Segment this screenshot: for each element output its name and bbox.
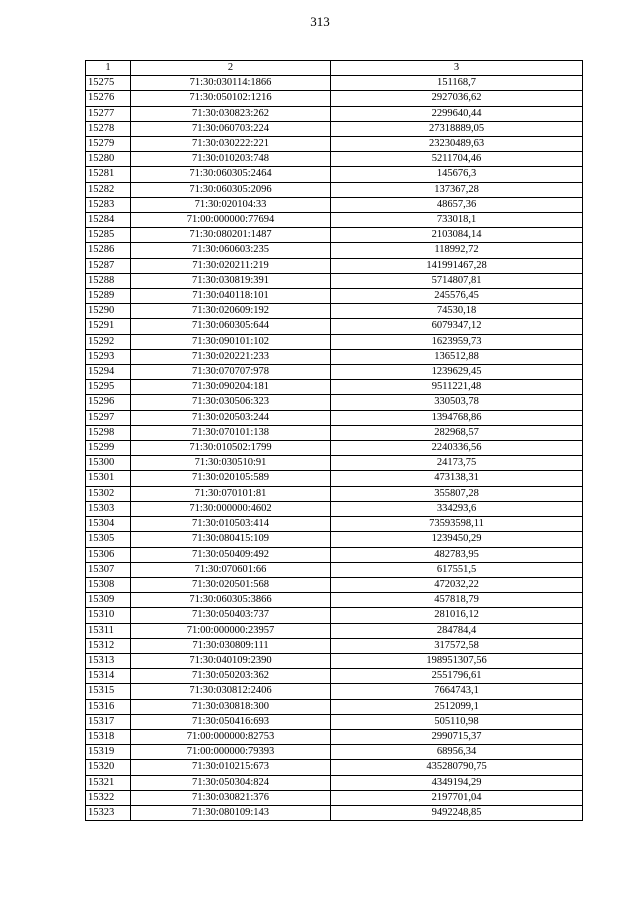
cadastral-number: 71:30:050304:824 <box>131 775 331 790</box>
table-row <box>86 638 583 653</box>
cadastral-value: 118992,72 <box>331 243 583 258</box>
cadastral-value: 505110,98 <box>331 714 583 729</box>
column-header-3: 3 <box>331 61 583 76</box>
table-row <box>86 593 583 608</box>
row-number: 15292 <box>86 334 131 349</box>
table-row <box>86 243 583 258</box>
cadastral-value: 457818,79 <box>331 593 583 608</box>
cadastral-number: 71:30:030222:221 <box>131 137 331 152</box>
row-number: 15287 <box>86 258 131 273</box>
cadastral-value: 23230489,63 <box>331 137 583 152</box>
row-number: 15317 <box>86 714 131 729</box>
row-number: 15310 <box>86 608 131 623</box>
cadastral-number: 71:00:000000:23957 <box>131 623 331 638</box>
cadastral-value: 68956,34 <box>331 745 583 760</box>
cadastral-number: 71:30:050403:737 <box>131 608 331 623</box>
row-number: 15305 <box>86 532 131 547</box>
cadastral-value: 281016,12 <box>331 608 583 623</box>
row-number: 15313 <box>86 653 131 668</box>
table-row <box>86 380 583 395</box>
row-number: 15314 <box>86 669 131 684</box>
cadastral-number: 71:30:040118:101 <box>131 289 331 304</box>
cadastral-value: 2512099,1 <box>331 699 583 714</box>
table-row <box>86 395 583 410</box>
table-row <box>86 106 583 121</box>
cadastral-number: 71:30:070707:978 <box>131 365 331 380</box>
cadastral-number: 71:30:020503:244 <box>131 410 331 425</box>
cadastral-value: 136512,88 <box>331 349 583 364</box>
cadastral-number: 71:30:020105:589 <box>131 471 331 486</box>
row-number: 15302 <box>86 486 131 501</box>
cadastral-number: 71:30:010215:673 <box>131 760 331 775</box>
table-row <box>86 167 583 182</box>
row-number: 15291 <box>86 319 131 334</box>
cadastral-value: 334293,6 <box>331 501 583 516</box>
cadastral-number: 71:30:050409:492 <box>131 547 331 562</box>
cadastral-value: 9511221,48 <box>331 380 583 395</box>
cadastral-value: 245576,45 <box>331 289 583 304</box>
row-number: 15285 <box>86 228 131 243</box>
cadastral-number: 71:30:000000:4602 <box>131 501 331 516</box>
cadastral-value: 73593598,11 <box>331 517 583 532</box>
cadastral-value: 145676,3 <box>331 167 583 182</box>
cadastral-number: 71:30:030821:376 <box>131 790 331 805</box>
table-row <box>86 121 583 136</box>
cadastral-number: 71:30:030818:300 <box>131 699 331 714</box>
row-number: 15318 <box>86 729 131 744</box>
cadastral-number: 71:30:070101:81 <box>131 486 331 501</box>
row-number: 15319 <box>86 745 131 760</box>
cadastral-number: 71:30:030819:391 <box>131 273 331 288</box>
table-row <box>86 410 583 425</box>
table-row <box>86 91 583 106</box>
row-number: 15306 <box>86 547 131 562</box>
row-number: 15293 <box>86 349 131 364</box>
column-header-1: 1 <box>86 61 131 76</box>
cadastral-value: 74530,18 <box>331 304 583 319</box>
row-number: 15320 <box>86 760 131 775</box>
cadastral-value: 27318889,05 <box>331 121 583 136</box>
table-row <box>86 213 583 228</box>
cadastral-number: 71:30:070101:138 <box>131 425 331 440</box>
table-row <box>86 745 583 760</box>
table-row <box>86 547 583 562</box>
table-row <box>86 137 583 152</box>
table-row <box>86 562 583 577</box>
table-row <box>86 684 583 699</box>
table-row <box>86 790 583 805</box>
row-number: 15283 <box>86 197 131 212</box>
row-number: 15290 <box>86 304 131 319</box>
cadastral-number: 71:30:070601:66 <box>131 562 331 577</box>
row-number: 15282 <box>86 182 131 197</box>
cadastral-number: 71:30:090204:181 <box>131 380 331 395</box>
table-row <box>86 577 583 592</box>
row-number: 15301 <box>86 471 131 486</box>
table-row <box>86 289 583 304</box>
cadastral-number: 71:30:030506:323 <box>131 395 331 410</box>
row-number: 15308 <box>86 577 131 592</box>
cadastral-value: 282968,57 <box>331 425 583 440</box>
table-header-row <box>86 61 583 76</box>
cadastral-number: 71:30:090101:102 <box>131 334 331 349</box>
cadastral-value: 733018,1 <box>331 213 583 228</box>
cadastral-number: 71:30:030823:262 <box>131 106 331 121</box>
table-row <box>86 197 583 212</box>
cadastral-value: 284784,4 <box>331 623 583 638</box>
cadastral-number: 71:00:000000:79393 <box>131 745 331 760</box>
cadastral-value: 5211704,46 <box>331 152 583 167</box>
table-row <box>86 471 583 486</box>
row-number: 15315 <box>86 684 131 699</box>
cadastral-value: 2551796,61 <box>331 669 583 684</box>
row-number: 15295 <box>86 380 131 395</box>
cadastral-value: 472032,22 <box>331 577 583 592</box>
table-row <box>86 319 583 334</box>
cadastral-value: 9492248,85 <box>331 805 583 820</box>
row-number: 15278 <box>86 121 131 136</box>
cadastral-number: 71:30:060305:644 <box>131 319 331 334</box>
table-row <box>86 653 583 668</box>
row-number: 15309 <box>86 593 131 608</box>
cadastral-value: 151168,7 <box>331 76 583 91</box>
cadastral-value: 2103084,14 <box>331 228 583 243</box>
row-number: 15304 <box>86 517 131 532</box>
cadastral-value: 435280790,75 <box>331 760 583 775</box>
table-row <box>86 501 583 516</box>
cadastral-value: 617551,5 <box>331 562 583 577</box>
cadastral-value: 141991467,28 <box>331 258 583 273</box>
row-number: 15311 <box>86 623 131 638</box>
table-body <box>86 76 583 821</box>
row-number: 15288 <box>86 273 131 288</box>
table-row <box>86 273 583 288</box>
cadastral-value: 24173,75 <box>331 456 583 471</box>
table-row <box>86 669 583 684</box>
cadastral-number: 71:00:000000:82753 <box>131 729 331 744</box>
table-row <box>86 775 583 790</box>
row-number: 15322 <box>86 790 131 805</box>
cadastral-number: 71:30:080109:143 <box>131 805 331 820</box>
table-row <box>86 729 583 744</box>
table-row <box>86 760 583 775</box>
table-row <box>86 334 583 349</box>
row-number: 15303 <box>86 501 131 516</box>
cadastral-value: 198951307,56 <box>331 653 583 668</box>
cadastral-number: 71:30:020221:233 <box>131 349 331 364</box>
row-number: 15286 <box>86 243 131 258</box>
row-number: 15279 <box>86 137 131 152</box>
cadastral-value: 4349194,29 <box>331 775 583 790</box>
row-number: 15296 <box>86 395 131 410</box>
row-number: 15297 <box>86 410 131 425</box>
cadastral-number: 71:30:030510:91 <box>131 456 331 471</box>
cadastral-value: 1623959,73 <box>331 334 583 349</box>
row-number: 15307 <box>86 562 131 577</box>
cadastral-number: 71:30:050416:693 <box>131 714 331 729</box>
cadastral-number: 71:30:040109:2390 <box>131 653 331 668</box>
cadastral-number: 71:30:060305:2464 <box>131 167 331 182</box>
cadastral-number: 71:30:020104:33 <box>131 197 331 212</box>
cadastral-value: 355807,28 <box>331 486 583 501</box>
table-row <box>86 152 583 167</box>
table-row <box>86 608 583 623</box>
table-row <box>86 486 583 501</box>
cadastral-number: 71:30:020211:219 <box>131 258 331 273</box>
row-number: 15300 <box>86 456 131 471</box>
cadastral-value: 482783,95 <box>331 547 583 562</box>
cadastral-value-table <box>85 60 583 821</box>
table-row <box>86 182 583 197</box>
row-number: 15299 <box>86 441 131 456</box>
table-row <box>86 532 583 547</box>
cadastral-number: 71:30:080201:1487 <box>131 228 331 243</box>
cadastral-number: 71:30:010203:748 <box>131 152 331 167</box>
cadastral-number: 71:30:050102:1216 <box>131 91 331 106</box>
row-number: 15277 <box>86 106 131 121</box>
table-row <box>86 425 583 440</box>
table-row <box>86 517 583 532</box>
row-number: 15276 <box>86 91 131 106</box>
cadastral-value: 2927036,62 <box>331 91 583 106</box>
row-number: 15321 <box>86 775 131 790</box>
cadastral-value: 2299640,44 <box>331 106 583 121</box>
table-row <box>86 456 583 471</box>
cadastral-value: 1394768,86 <box>331 410 583 425</box>
row-number: 15284 <box>86 213 131 228</box>
cadastral-value: 317572,58 <box>331 638 583 653</box>
cadastral-number: 71:30:010502:1799 <box>131 441 331 456</box>
table-row <box>86 441 583 456</box>
table-row <box>86 228 583 243</box>
row-number: 15281 <box>86 167 131 182</box>
row-number: 15316 <box>86 699 131 714</box>
cadastral-value: 48657,36 <box>331 197 583 212</box>
cadastral-number: 71:30:060603:235 <box>131 243 331 258</box>
cadastral-value: 7664743,1 <box>331 684 583 699</box>
table-row <box>86 76 583 91</box>
row-number: 15312 <box>86 638 131 653</box>
cadastral-number: 71:30:020609:192 <box>131 304 331 319</box>
cadastral-number: 71:30:080415:109 <box>131 532 331 547</box>
cadastral-value: 137367,28 <box>331 182 583 197</box>
row-number: 15289 <box>86 289 131 304</box>
table-row <box>86 304 583 319</box>
row-number: 15294 <box>86 365 131 380</box>
table-row <box>86 805 583 820</box>
cadastral-number: 71:30:030809:111 <box>131 638 331 653</box>
cadastral-value: 6079347,12 <box>331 319 583 334</box>
cadastral-value: 1239450,29 <box>331 532 583 547</box>
row-number: 15323 <box>86 805 131 820</box>
cadastral-value: 5714807,81 <box>331 273 583 288</box>
cadastral-value: 2197701,04 <box>331 790 583 805</box>
column-header-2: 2 <box>131 61 331 76</box>
cadastral-number: 71:30:030114:1866 <box>131 76 331 91</box>
page-number: 313 <box>310 14 330 29</box>
row-number: 15280 <box>86 152 131 167</box>
cadastral-number: 71:00:000000:77694 <box>131 213 331 228</box>
cadastral-number: 71:30:050203:362 <box>131 669 331 684</box>
cadastral-number: 71:30:030812:2406 <box>131 684 331 699</box>
table-row <box>86 365 583 380</box>
cadastral-number: 71:30:060305:2096 <box>131 182 331 197</box>
cadastral-number: 71:30:060703:224 <box>131 121 331 136</box>
table-row <box>86 258 583 273</box>
table-row <box>86 699 583 714</box>
cadastral-number: 71:30:010503:414 <box>131 517 331 532</box>
cadastral-number: 71:30:060305:3866 <box>131 593 331 608</box>
cadastral-number: 71:30:020501:568 <box>131 577 331 592</box>
table-row <box>86 714 583 729</box>
cadastral-value: 473138,31 <box>331 471 583 486</box>
cadastral-value: 2990715,37 <box>331 729 583 744</box>
cadastral-value: 2240336,56 <box>331 441 583 456</box>
cadastral-value: 330503,78 <box>331 395 583 410</box>
row-number: 15275 <box>86 76 131 91</box>
row-number: 15298 <box>86 425 131 440</box>
cadastral-value: 1239629,45 <box>331 365 583 380</box>
table-row <box>86 623 583 638</box>
table-row <box>86 349 583 364</box>
